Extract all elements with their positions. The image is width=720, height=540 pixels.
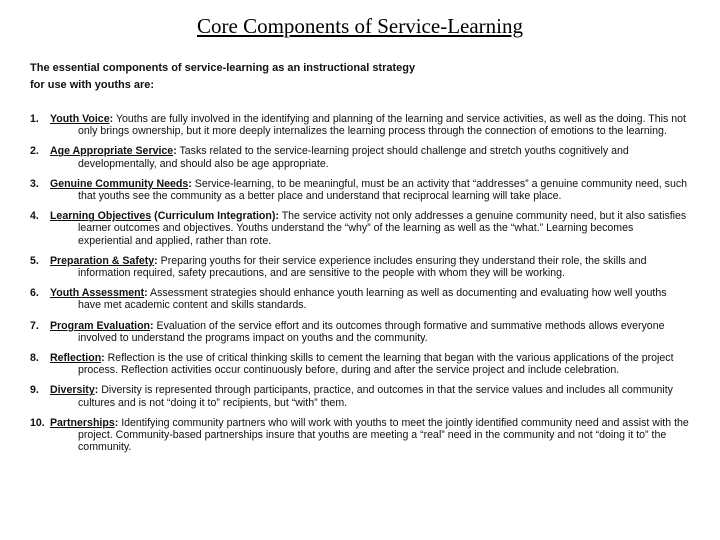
item-number: 10. [30, 416, 45, 429]
item-colon: : [109, 113, 114, 125]
item-colon: : [150, 319, 154, 332]
item-number: 5. [30, 254, 39, 267]
list-item [30, 352, 690, 376]
item-number: 2. [30, 145, 39, 158]
item-number: 4. [30, 210, 39, 223]
page-title: Core Components of Service-Learning [197, 14, 523, 38]
item-text: Preparing youths for their service experience includes ensuring they understand their role, the skills and information required, safety precautions, and are sensitive to the people with whom they will be working. [78, 254, 647, 280]
item-colon: : [173, 145, 177, 158]
intro-paragraph: The essential components of service-learning as an instructional strategy for use with youths are: [30, 62, 416, 91]
item-text: Tasks related to the service-learning project should challenge and stretch youths cognitively and developmentally, and should also be age appropriate. [78, 145, 629, 170]
item-number: 7. [30, 319, 39, 332]
item-term: Reflection [49, 352, 102, 365]
list-item [30, 210, 690, 247]
components-list [30, 113, 690, 461]
item-term: Learning Objectives [49, 210, 152, 223]
item-colon: : [275, 210, 279, 223]
item-term: Diversity [49, 384, 95, 397]
item-text: Identifying community partners who will work with youths to meet the jointly identified community need and assist with the project. Community-based partnerships insure that youths are meeting a “real” need in the community and not “doing it to” the community. [78, 416, 689, 454]
item-number: 6. [30, 287, 39, 300]
item-term: Genuine Community Needs [49, 177, 189, 190]
item-text: Reflection is the use of critical thinking skills to cement the learning that began with the various applications of the project process. Reflection activities occur continuously before, during and after the service project and include celebration. [78, 352, 674, 377]
item-term: Partnerships [49, 416, 115, 429]
list-item [30, 287, 690, 311]
item-number: 3. [30, 177, 39, 190]
item-colon: : [94, 384, 99, 397]
item-term: Preparation & Safety [49, 254, 155, 267]
item-colon: : [188, 177, 192, 190]
list-item [30, 255, 690, 279]
item-number: 8. [30, 352, 39, 365]
list-item [30, 178, 690, 202]
item-number: 1. [30, 113, 39, 125]
item-text: Service-learning, to be meaningful, must be an activity that “addresses” a genuine community need, such that youths see the community as a better place and understand that reciprocal learning will take place. [78, 177, 688, 203]
list-item [30, 417, 690, 454]
item-term: Youth Assessment [49, 287, 145, 300]
item-text: The service activity not only addresses a genuine community need, but it also satisfies learner outcomes and objectives. Youths understand the “why” of the learning as well as the “what.” Learning becomes experiential and applied, rather than rote. [78, 210, 687, 247]
item-term: Program Evaluation [49, 319, 151, 332]
item-colon: : [144, 287, 148, 300]
item-colon: : [154, 254, 158, 267]
item-colon: : [114, 416, 119, 429]
item-text: Diversity is represented through participants, practice, and outcomes in that the service values and includes all community cultures and is not “doing it to” recipients, but “with” them. [78, 384, 673, 409]
item-term: Youth Voice [49, 113, 110, 125]
item-number: 9. [30, 384, 39, 397]
list-item [30, 384, 690, 408]
item-colon: : [101, 352, 105, 365]
item-text: Assessment strategies should enhance youth learning as well as documenting and evaluating how well youths have met academic content and skills standards. [78, 287, 667, 312]
list-item [30, 145, 690, 169]
item-text: Youths are fully involved in the identifying and planning of the learning and service activities, as well as the doing. This not only brings ownership, but it more deeply internalizes the learning process through the connection of emotions to the learning. [78, 113, 686, 138]
list-item [30, 320, 690, 344]
item-text: Evaluation of the service effort and its outcomes through formative and summative methods allows everyone involved to understand the programs impact on youths and the community. [78, 319, 665, 344]
item-extra: (Curriculum Integration) [151, 210, 276, 223]
item-term: Age Appropriate Service [49, 145, 174, 158]
list-item [30, 113, 690, 137]
